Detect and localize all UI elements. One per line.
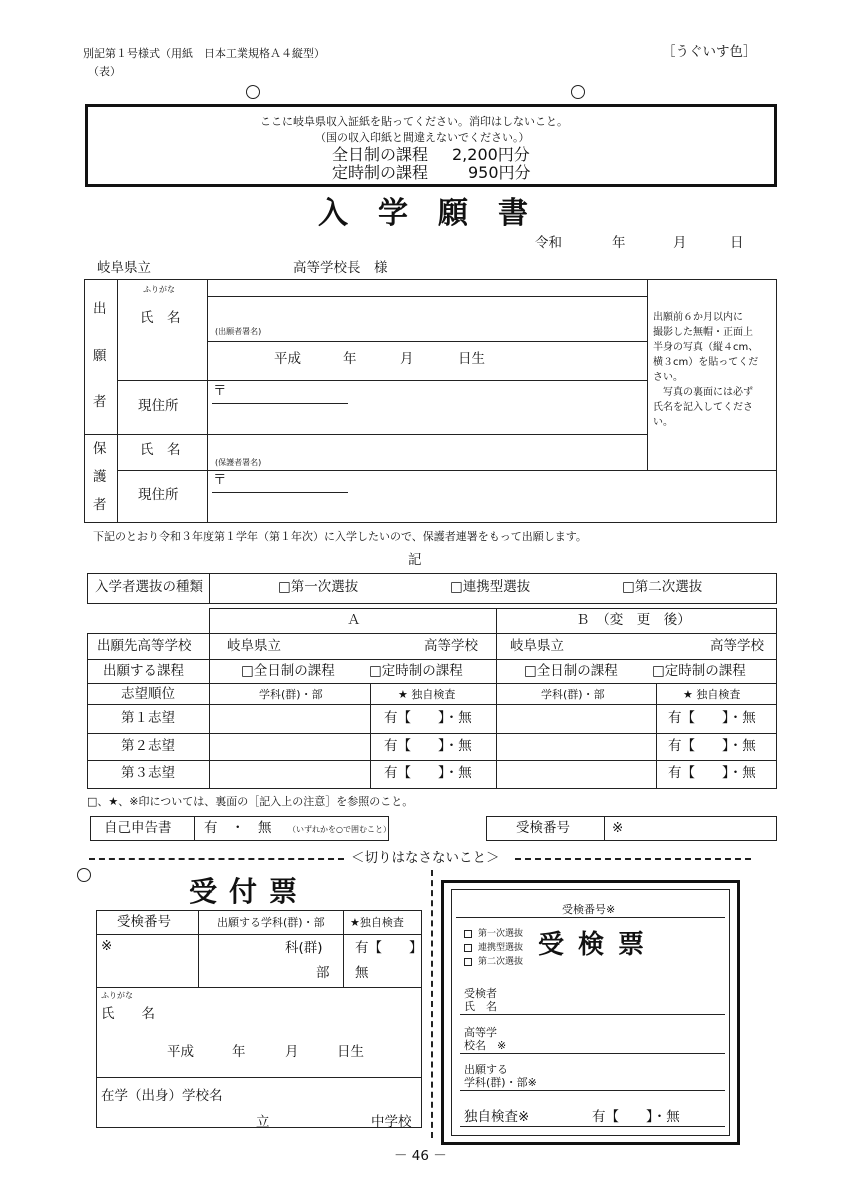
photo-instructions <box>653 310 775 430</box>
stamp-warning: （国の収入印紙と間違えないでください。） <box>315 131 530 144</box>
applicant-postal-mark: 〒 <box>213 383 227 399</box>
receipt-birth-era: 平成 <box>167 1044 194 1060</box>
receipt-birth-day: 日生 <box>337 1044 364 1060</box>
ticket-exam-value[interactable]: 有【 】・無 <box>592 1109 680 1125</box>
punch-hole-circle-bottom <box>77 868 91 882</box>
page-number: － 46 － <box>394 1148 447 1164</box>
ticket-name: 氏 名 <box>464 1000 497 1013</box>
dept-a-header: 学科(群)・部 <box>259 688 323 701</box>
rank-2-exam-a[interactable]: 有【 】・無 <box>384 738 472 754</box>
exam-b-header: ★ 独自検査 <box>683 688 741 701</box>
photo-note-line: 横３cm）を貼ってくだ <box>653 357 759 368</box>
applicant-birth-month: 月 <box>400 351 414 367</box>
revenue-stamp-box <box>85 104 777 187</box>
ticket-opt3-label: 第二次選抜 <box>478 957 524 967</box>
applicant-birth-era: 平成 <box>274 351 301 367</box>
course-b-part[interactable]: □定時制の課程 <box>652 663 746 679</box>
photo-note-line: さい。 <box>653 372 683 383</box>
receipt-number-mark: ※ <box>101 938 113 954</box>
course-label: 出願する課程 <box>103 663 184 679</box>
applicant-birth-day: 日生 <box>458 351 485 367</box>
date-year: 年 <box>612 235 626 251</box>
self-report-hint: （いずれかを○で囲むこと） <box>288 825 391 834</box>
rank-3-exam-b[interactable]: 有【 】・無 <box>668 765 756 781</box>
cut-line-right <box>515 858 751 860</box>
guardian-name-label: 氏 名 <box>140 442 181 458</box>
ticket-examinee: 受検者 <box>464 987 497 1000</box>
guardian-sign-note: (保護者署名) <box>215 458 262 467</box>
photo-note-line: 氏名を記入してくださ <box>653 402 753 413</box>
col-b-header: Ｂ （変 更 後） <box>576 612 691 628</box>
ticket-number-label: 受検番号※ <box>562 903 616 916</box>
ticket-title: 受検票 <box>538 930 659 960</box>
addressee-prefix: 岐阜県立 <box>97 260 151 276</box>
receipt-dept-header: 出願する学科(群)・部 <box>217 916 325 929</box>
receipt-dept-bu: 部 <box>316 965 330 981</box>
form-side: （表） <box>88 65 121 78</box>
fee-part-value: 950円分 <box>468 163 531 182</box>
fee-full-value: 2,200円分 <box>452 145 530 164</box>
ticket-opt1-label: 第一次選抜 <box>478 929 524 939</box>
school-b-prefix: 岐阜県立 <box>510 638 564 654</box>
applicant-name-label: 氏 名 <box>140 310 181 326</box>
applicant-birth-year: 年 <box>343 351 357 367</box>
ticket-school-2: 校名 ※ <box>464 1039 507 1052</box>
stamp-instruction: ここに岐阜県収入証紙を貼ってください。消印はしないこと。 <box>260 115 568 128</box>
ticket-exam-label: 独自検査※ <box>464 1109 530 1125</box>
selection-type-label: 入学者選抜の種類 <box>95 579 203 595</box>
cut-line-note: ＜切りはなさないこと＞ <box>351 850 500 866</box>
course-b-full[interactable]: □全日制の課程 <box>524 663 618 679</box>
guardian-postal-mark: 〒 <box>213 472 227 488</box>
rank-3-exam-a[interactable]: 有【 】・無 <box>384 765 472 781</box>
applicant-furigana-label: ふりがな <box>143 285 175 294</box>
punch-hole-circle-left <box>246 85 260 99</box>
rank-1-exam-b[interactable]: 有【 】・無 <box>668 710 756 726</box>
ticket-dept-1: 出願する <box>464 1063 508 1076</box>
fee-full-label: 全日制の課程 <box>332 145 429 164</box>
rank-3-label: 第３志望 <box>121 765 175 781</box>
rank-2-label: 第２志望 <box>121 738 175 754</box>
rank-label: 志望順位 <box>121 686 175 702</box>
receipt-birth-month: 月 <box>285 1044 299 1060</box>
receipt-exam-yes[interactable]: 有【 】 <box>355 940 423 956</box>
fee-part-label: 定時制の課程 <box>332 163 429 182</box>
punch-hole-circle-right <box>571 85 585 99</box>
receipt-title: 受付票 <box>189 875 310 908</box>
ki-label: 記 <box>408 552 422 568</box>
school-label: 出願先高等学校 <box>97 638 192 654</box>
receipt-name-label: 氏 名 <box>101 1006 155 1022</box>
photo-note-line: 出願前６か月以内に <box>653 312 743 323</box>
receipt-exam-header: ★独自検査 <box>350 916 404 929</box>
form-id: 別記第１号様式（用紙 日本工業規格Ａ４縦型） <box>83 47 325 60</box>
applicant-label-3: 者 <box>93 394 107 410</box>
applicant-label-1: 出 <box>93 301 107 317</box>
applicant-address-label: 現住所 <box>138 398 179 414</box>
cut-line-left <box>89 858 344 860</box>
date-day: 日 <box>730 235 744 251</box>
cut-line-vertical <box>431 870 433 1138</box>
ticket-opt2-checkbox[interactable] <box>464 944 472 952</box>
receipt-school-end: 中学校 <box>371 1114 412 1130</box>
receipt-school-label: 在学（出身）学校名 <box>101 1088 223 1104</box>
self-report-value[interactable]: 有 ・ 無 <box>204 820 272 836</box>
guardian-address-label: 現住所 <box>138 487 179 503</box>
selection-opt-first[interactable]: □第一次選抜 <box>278 579 359 595</box>
receipt-dept-ka: 科(群) <box>285 940 323 956</box>
ticket-opt1-checkbox[interactable] <box>464 930 472 938</box>
marks-note: □、★、※印については、裏面の［記入上の注意］を参照のこと。 <box>87 795 414 808</box>
col-a-header: Ａ <box>347 612 361 628</box>
ticket-dept-2: 学科(群)・部※ <box>464 1076 537 1089</box>
color-note: ［うぐいす色］ <box>662 44 757 60</box>
selection-opt-second[interactable]: □第二次選抜 <box>622 579 703 595</box>
applicant-label-2: 願 <box>93 348 107 364</box>
photo-note-line: い。 <box>653 417 673 428</box>
school-b-suffix: 高等学校 <box>710 638 764 654</box>
dept-b-header: 学科(群)・部 <box>541 688 605 701</box>
receipt-exam-no[interactable]: 無 <box>355 965 369 981</box>
application-statement: 下記のとおり令和３年度第１学年（第１年次）に入学したいので、保護者連署をもって出願します。 <box>93 530 587 543</box>
guardian-label-2: 護 <box>93 469 107 485</box>
ticket-opt2-label: 連携型選抜 <box>478 943 524 953</box>
exam-number-label: 受検番号 <box>516 820 570 836</box>
photo-note-line: 半身の写真（縦４cm、 <box>653 342 759 353</box>
selection-opt-linked[interactable]: □連携型選抜 <box>450 579 531 595</box>
photo-note-line: 撮影した無帽・正面上 <box>653 327 753 338</box>
course-a-full[interactable]: □全日制の課程 <box>241 663 335 679</box>
guardian-label-1: 保 <box>93 441 107 457</box>
self-report-label: 自己申告書 <box>104 820 172 836</box>
photo-note-line: 写真の裏面には必ず <box>663 387 753 398</box>
school-a-prefix: 岐阜県立 <box>227 638 281 654</box>
rank-2-exam-b[interactable]: 有【 】・無 <box>668 738 756 754</box>
date-era: 令和 <box>535 235 562 251</box>
addressee-suffix: 高等学校長 様 <box>293 260 388 276</box>
date-month: 月 <box>673 235 687 251</box>
rank-1-label: 第１志望 <box>121 710 175 726</box>
exam-number-mark: ※ <box>612 820 624 836</box>
rank-1-exam-a[interactable]: 有【 】・無 <box>384 710 472 726</box>
exam-a-header: ★ 独自検査 <box>398 688 456 701</box>
ticket-opt3-checkbox[interactable] <box>464 958 472 966</box>
receipt-birth-year: 年 <box>232 1044 246 1060</box>
ticket-school-1: 高等学 <box>464 1026 497 1039</box>
receipt-furigana: ふりがな <box>101 991 133 1000</box>
receipt-school-mid: 立 <box>256 1114 270 1130</box>
page-title: 入 学 願 書 <box>318 196 528 231</box>
school-a-suffix: 高等学校 <box>424 638 478 654</box>
course-a-part[interactable]: □定時制の課程 <box>369 663 463 679</box>
applicant-sign-note: (出願者署名) <box>215 327 262 336</box>
guardian-label-3: 者 <box>93 497 107 513</box>
receipt-number-header: 受検番号 <box>117 914 171 930</box>
